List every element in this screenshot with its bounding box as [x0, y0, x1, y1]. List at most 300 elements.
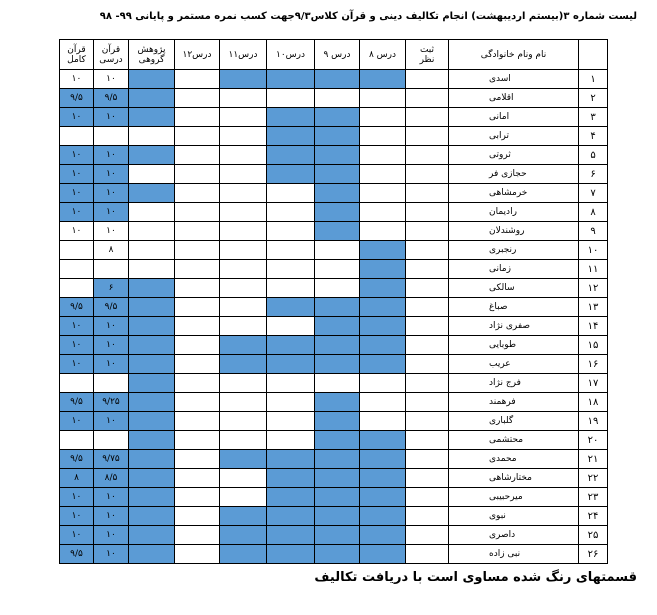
- lesson-12-cell: [175, 431, 220, 450]
- student-name: سالکی: [449, 279, 579, 298]
- lesson-11-cell: [220, 488, 267, 507]
- quran-full-cell: ۹/۵: [60, 545, 94, 564]
- sabt-nazar-cell: [406, 184, 449, 203]
- sabt-nazar-cell: [406, 374, 449, 393]
- quran-lesson-cell: ۱۰: [94, 412, 129, 431]
- group-research-cell: [129, 222, 175, 241]
- row-number: ۳: [579, 108, 608, 127]
- row-number: ۲۱: [579, 450, 608, 469]
- quran-full-cell: ۱۰: [60, 526, 94, 545]
- table-row: [60, 279, 608, 298]
- sabt-nazar-cell: [406, 507, 449, 526]
- row-number: ۶: [579, 165, 608, 184]
- sabt-nazar-cell: [406, 298, 449, 317]
- group-research-cell: [129, 260, 175, 279]
- group-research-cell: [129, 526, 175, 545]
- table-row: [60, 298, 608, 317]
- table-row: [60, 469, 608, 488]
- lesson-10-cell: [267, 355, 315, 374]
- lesson-11-cell: [220, 203, 267, 222]
- table-row: [60, 241, 608, 260]
- table-row: [60, 507, 608, 526]
- sabt-nazar-cell: [406, 203, 449, 222]
- lesson-8-cell: [360, 355, 406, 374]
- table-row: [60, 412, 608, 431]
- group-research-cell: [129, 279, 175, 298]
- group-research-cell: [129, 241, 175, 260]
- quran-full-cell: ۱۰: [60, 146, 94, 165]
- group-research-cell: [129, 298, 175, 317]
- student-name: روشندلان: [449, 222, 579, 241]
- student-name: مختارشاهی: [449, 469, 579, 488]
- table-row: [60, 146, 608, 165]
- lesson-11-cell: [220, 317, 267, 336]
- lesson-8-cell: [360, 222, 406, 241]
- row-number: ۵: [579, 146, 608, 165]
- quran-full-cell: ۹/۵: [60, 450, 94, 469]
- lesson-12-cell: [175, 450, 220, 469]
- quran-full-cell: ۱۰: [60, 165, 94, 184]
- lesson-9-cell: [315, 203, 360, 222]
- header-lesson-11: درس۱۱: [220, 40, 267, 70]
- group-research-cell: [129, 355, 175, 374]
- quran-full-cell: ۱۰: [60, 488, 94, 507]
- lesson-8-cell: [360, 89, 406, 108]
- lesson-11-cell: [220, 450, 267, 469]
- lesson-12-cell: [175, 298, 220, 317]
- table-row: [60, 336, 608, 355]
- quran-lesson-cell: ۱۰: [94, 545, 129, 564]
- student-name: زمانی: [449, 260, 579, 279]
- group-research-cell: [129, 146, 175, 165]
- lesson-10-cell: [267, 374, 315, 393]
- table-row: [60, 70, 608, 89]
- lesson-11-cell: [220, 526, 267, 545]
- quran-lesson-cell: ۱۰: [94, 184, 129, 203]
- quran-full-cell: [60, 279, 94, 298]
- row-number: ۱: [579, 70, 608, 89]
- lesson-10-cell: [267, 203, 315, 222]
- quran-full-cell: [60, 260, 94, 279]
- lesson-10-cell: [267, 108, 315, 127]
- lesson-11-cell: [220, 222, 267, 241]
- lesson-9-cell: [315, 146, 360, 165]
- student-name: فرهمند: [449, 393, 579, 412]
- group-research-cell: [129, 127, 175, 146]
- row-number: ۸: [579, 203, 608, 222]
- sabt-nazar-cell: [406, 108, 449, 127]
- lesson-10-cell: [267, 469, 315, 488]
- quran-lesson-cell: ۹/۷۵: [94, 450, 129, 469]
- sabt-nazar-cell: [406, 317, 449, 336]
- group-research-cell: [129, 317, 175, 336]
- lesson-10-cell: [267, 336, 315, 355]
- lesson-10-cell: [267, 184, 315, 203]
- lesson-12-cell: [175, 70, 220, 89]
- lesson-10-cell: [267, 241, 315, 260]
- lesson-12-cell: [175, 393, 220, 412]
- table-row: [60, 393, 608, 412]
- quran-full-cell: ۱۰: [60, 412, 94, 431]
- sabt-nazar-cell: [406, 279, 449, 298]
- group-research-cell: [129, 374, 175, 393]
- sabt-nazar-cell: [406, 127, 449, 146]
- lesson-9-cell: [315, 545, 360, 564]
- lesson-9-cell: [315, 108, 360, 127]
- table-row: [60, 526, 608, 545]
- table-row: [60, 545, 608, 564]
- row-number: ۱۹: [579, 412, 608, 431]
- quran-full-cell: ۱۰: [60, 70, 94, 89]
- table-row: [60, 203, 608, 222]
- lesson-8-cell: [360, 127, 406, 146]
- lesson-10-cell: [267, 393, 315, 412]
- quran-lesson-cell: ۹/۵: [94, 298, 129, 317]
- lesson-12-cell: [175, 488, 220, 507]
- table-row: [60, 317, 608, 336]
- table-row: [60, 127, 608, 146]
- lesson-8-cell: [360, 241, 406, 260]
- lesson-8-cell: [360, 146, 406, 165]
- quran-lesson-cell: [94, 127, 129, 146]
- table-row: [60, 108, 608, 127]
- table-row: [60, 184, 608, 203]
- header-name: نام ونام خانوادگی: [449, 40, 579, 70]
- lesson-12-cell: [175, 184, 220, 203]
- lesson-11-cell: [220, 412, 267, 431]
- lesson-12-cell: [175, 222, 220, 241]
- table-row: [60, 374, 608, 393]
- student-name: حجازی فر: [449, 165, 579, 184]
- sabt-nazar-cell: [406, 222, 449, 241]
- table-row: [60, 488, 608, 507]
- lesson-11-cell: [220, 393, 267, 412]
- lesson-10-cell: [267, 127, 315, 146]
- table-row: [60, 450, 608, 469]
- lesson-9-cell: [315, 336, 360, 355]
- header-lesson-10: درس۱۰: [267, 40, 315, 70]
- lesson-9-cell: [315, 526, 360, 545]
- sabt-nazar-cell: [406, 469, 449, 488]
- student-name: محتشمی: [449, 431, 579, 450]
- table-row: [60, 355, 608, 374]
- lesson-9-cell: [315, 374, 360, 393]
- group-research-cell: [129, 431, 175, 450]
- row-number: ۱۳: [579, 298, 608, 317]
- quran-lesson-cell: ۶: [94, 279, 129, 298]
- row-number: ۲۰: [579, 431, 608, 450]
- quran-lesson-cell: ۱۰: [94, 108, 129, 127]
- lesson-12-cell: [175, 127, 220, 146]
- group-research-cell: [129, 469, 175, 488]
- sabt-nazar-cell: [406, 146, 449, 165]
- lesson-10-cell: [267, 146, 315, 165]
- lesson-10-cell: [267, 279, 315, 298]
- row-number: ۲۵: [579, 526, 608, 545]
- lesson-12-cell: [175, 241, 220, 260]
- lesson-9-cell: [315, 89, 360, 108]
- group-research-cell: [129, 336, 175, 355]
- row-number: ۲۲: [579, 469, 608, 488]
- lesson-11-cell: [220, 279, 267, 298]
- row-number: ۹: [579, 222, 608, 241]
- lesson-9-cell: [315, 222, 360, 241]
- lesson-10-cell: [267, 507, 315, 526]
- lesson-10-cell: [267, 545, 315, 564]
- group-research-cell: [129, 450, 175, 469]
- quran-lesson-cell: [94, 431, 129, 450]
- lesson-8-cell: [360, 260, 406, 279]
- group-research-cell: [129, 70, 175, 89]
- lesson-12-cell: [175, 355, 220, 374]
- lesson-8-cell: [360, 526, 406, 545]
- row-number: ۱۸: [579, 393, 608, 412]
- student-name: صفری نژاد: [449, 317, 579, 336]
- student-name: فرج نژاد: [449, 374, 579, 393]
- lesson-8-cell: [360, 165, 406, 184]
- sabt-nazar-cell: [406, 241, 449, 260]
- lesson-8-cell: [360, 317, 406, 336]
- quran-lesson-cell: ۸/۵: [94, 469, 129, 488]
- lesson-12-cell: [175, 108, 220, 127]
- header-lesson-8: درس ۸: [360, 40, 406, 70]
- lesson-9-cell: [315, 450, 360, 469]
- lesson-8-cell: [360, 184, 406, 203]
- lesson-12-cell: [175, 374, 220, 393]
- table-row: [60, 222, 608, 241]
- quran-lesson-cell: ۱۰: [94, 507, 129, 526]
- sabt-nazar-cell: [406, 488, 449, 507]
- lesson-10-cell: [267, 488, 315, 507]
- quran-lesson-cell: ۱۰: [94, 526, 129, 545]
- lesson-11-cell: [220, 374, 267, 393]
- lesson-10-cell: [267, 222, 315, 241]
- group-research-cell: [129, 89, 175, 108]
- header-sabt-nazar: ثبت نظر: [406, 40, 449, 70]
- row-number: ۱۰: [579, 241, 608, 260]
- lesson-9-cell: [315, 507, 360, 526]
- student-name: عریب: [449, 355, 579, 374]
- quran-full-cell: [60, 127, 94, 146]
- lesson-10-cell: [267, 412, 315, 431]
- lesson-8-cell: [360, 203, 406, 222]
- lesson-12-cell: [175, 412, 220, 431]
- lesson-11-cell: [220, 165, 267, 184]
- lesson-12-cell: [175, 165, 220, 184]
- student-name: نبی زاده: [449, 545, 579, 564]
- lesson-8-cell: [360, 298, 406, 317]
- lesson-11-cell: [220, 260, 267, 279]
- group-research-cell: [129, 184, 175, 203]
- group-research-cell: [129, 507, 175, 526]
- student-name: رنجبری: [449, 241, 579, 260]
- lesson-12-cell: [175, 336, 220, 355]
- header-row: [60, 40, 608, 70]
- lesson-8-cell: [360, 545, 406, 564]
- quran-full-cell: ۹/۵: [60, 298, 94, 317]
- sabt-nazar-cell: [406, 526, 449, 545]
- lesson-11-cell: [220, 469, 267, 488]
- student-name: محمدی: [449, 450, 579, 469]
- row-number: ۱۱: [579, 260, 608, 279]
- row-number: ۷: [579, 184, 608, 203]
- row-number: ۱۴: [579, 317, 608, 336]
- lesson-9-cell: [315, 355, 360, 374]
- quran-full-cell: ۹/۵: [60, 393, 94, 412]
- row-number: ۱۷: [579, 374, 608, 393]
- row-number: ۲۶: [579, 545, 608, 564]
- lesson-9-cell: [315, 184, 360, 203]
- lesson-8-cell: [360, 336, 406, 355]
- quran-full-cell: ۱۰: [60, 336, 94, 355]
- student-name: رادیمان: [449, 203, 579, 222]
- group-research-cell: [129, 108, 175, 127]
- assignment-table: [59, 39, 608, 564]
- quran-lesson-cell: ۱۰: [94, 222, 129, 241]
- lesson-11-cell: [220, 127, 267, 146]
- quran-lesson-cell: [94, 260, 129, 279]
- header-lesson-9: درس ۹: [315, 40, 360, 70]
- lesson-9-cell: [315, 279, 360, 298]
- lesson-12-cell: [175, 146, 220, 165]
- lesson-11-cell: [220, 70, 267, 89]
- lesson-9-cell: [315, 70, 360, 89]
- lesson-12-cell: [175, 279, 220, 298]
- student-name: ترابی: [449, 127, 579, 146]
- quran-full-cell: ۱۰: [60, 108, 94, 127]
- lesson-9-cell: [315, 393, 360, 412]
- row-number: ۲۳: [579, 488, 608, 507]
- quran-full-cell: ۱۰: [60, 507, 94, 526]
- lesson-9-cell: [315, 165, 360, 184]
- group-research-cell: [129, 412, 175, 431]
- header-quran-lesson: قرآن درسی: [94, 40, 129, 70]
- document-title: لیست شماره ۳(بیستم اردیبهشت) انجام تکالیف دینی و قرآن کلاس۹/۳جهت کسب نمره مستمر و پایانی ۹۹- ۹۸: [99, 11, 637, 22]
- lesson-8-cell: [360, 70, 406, 89]
- lesson-11-cell: [220, 355, 267, 374]
- lesson-12-cell: [175, 469, 220, 488]
- lesson-8-cell: [360, 279, 406, 298]
- student-name: اقلامی: [449, 89, 579, 108]
- row-number: ۴: [579, 127, 608, 146]
- quran-lesson-cell: ۱۰: [94, 488, 129, 507]
- quran-lesson-cell: ۱۰: [94, 203, 129, 222]
- lesson-8-cell: [360, 431, 406, 450]
- student-name: طوبایی: [449, 336, 579, 355]
- lesson-11-cell: [220, 431, 267, 450]
- quran-lesson-cell: ۹/۵: [94, 89, 129, 108]
- quran-full-cell: ۱۰: [60, 222, 94, 241]
- row-number: ۱۶: [579, 355, 608, 374]
- legend-note: قسمتهای رنگ شده مساوی است با دریافت تکالیف: [314, 570, 637, 585]
- group-research-cell: [129, 165, 175, 184]
- quran-full-cell: [60, 241, 94, 260]
- lesson-9-cell: [315, 412, 360, 431]
- table-row: [60, 89, 608, 108]
- quran-full-cell: ۱۰: [60, 184, 94, 203]
- header-lesson-12: درس۱۲: [175, 40, 220, 70]
- lesson-10-cell: [267, 526, 315, 545]
- lesson-9-cell: [315, 241, 360, 260]
- lesson-12-cell: [175, 317, 220, 336]
- student-name: اسدی: [449, 70, 579, 89]
- lesson-9-cell: [315, 260, 360, 279]
- lesson-8-cell: [360, 488, 406, 507]
- lesson-12-cell: [175, 260, 220, 279]
- quran-full-cell: ۹/۵: [60, 89, 94, 108]
- lesson-11-cell: [220, 336, 267, 355]
- row-number: ۲۴: [579, 507, 608, 526]
- quran-lesson-cell: ۹/۲۵: [94, 393, 129, 412]
- lesson-11-cell: [220, 184, 267, 203]
- lesson-9-cell: [315, 298, 360, 317]
- lesson-8-cell: [360, 108, 406, 127]
- quran-lesson-cell: ۸: [94, 241, 129, 260]
- student-name: خرمشاهی: [449, 184, 579, 203]
- header-index: [579, 40, 608, 70]
- sabt-nazar-cell: [406, 431, 449, 450]
- student-name: میرحبیبی: [449, 488, 579, 507]
- sabt-nazar-cell: [406, 450, 449, 469]
- student-name: داصری: [449, 526, 579, 545]
- sabt-nazar-cell: [406, 165, 449, 184]
- table-row: [60, 165, 608, 184]
- lesson-11-cell: [220, 146, 267, 165]
- sabt-nazar-cell: [406, 89, 449, 108]
- header-quran-full: قرآن کامل: [60, 40, 94, 70]
- lesson-10-cell: [267, 165, 315, 184]
- lesson-8-cell: [360, 412, 406, 431]
- lesson-9-cell: [315, 431, 360, 450]
- row-number: ۲: [579, 89, 608, 108]
- student-name: صباغ: [449, 298, 579, 317]
- lesson-10-cell: [267, 298, 315, 317]
- group-research-cell: [129, 488, 175, 507]
- quran-full-cell: ۱۰: [60, 317, 94, 336]
- sabt-nazar-cell: [406, 545, 449, 564]
- lesson-10-cell: [267, 70, 315, 89]
- student-name: امانی: [449, 108, 579, 127]
- student-name: گلباری: [449, 412, 579, 431]
- lesson-11-cell: [220, 241, 267, 260]
- group-research-cell: [129, 393, 175, 412]
- header-group-research: پژوهش گروهی: [129, 40, 175, 70]
- quran-full-cell: ۱۰: [60, 355, 94, 374]
- lesson-10-cell: [267, 317, 315, 336]
- lesson-8-cell: [360, 374, 406, 393]
- quran-lesson-cell: ۱۰: [94, 355, 129, 374]
- sabt-nazar-cell: [406, 393, 449, 412]
- student-name: ثروتی: [449, 146, 579, 165]
- lesson-8-cell: [360, 469, 406, 488]
- group-research-cell: [129, 545, 175, 564]
- student-name: نبوی: [449, 507, 579, 526]
- quran-full-cell: [60, 374, 94, 393]
- lesson-8-cell: [360, 507, 406, 526]
- quran-lesson-cell: ۱۰: [94, 336, 129, 355]
- quran-lesson-cell: ۱۰: [94, 70, 129, 89]
- lesson-9-cell: [315, 127, 360, 146]
- quran-lesson-cell: [94, 374, 129, 393]
- sabt-nazar-cell: [406, 412, 449, 431]
- lesson-11-cell: [220, 298, 267, 317]
- lesson-8-cell: [360, 450, 406, 469]
- lesson-11-cell: [220, 108, 267, 127]
- lesson-10-cell: [267, 431, 315, 450]
- lesson-9-cell: [315, 488, 360, 507]
- lesson-9-cell: [315, 469, 360, 488]
- lesson-12-cell: [175, 89, 220, 108]
